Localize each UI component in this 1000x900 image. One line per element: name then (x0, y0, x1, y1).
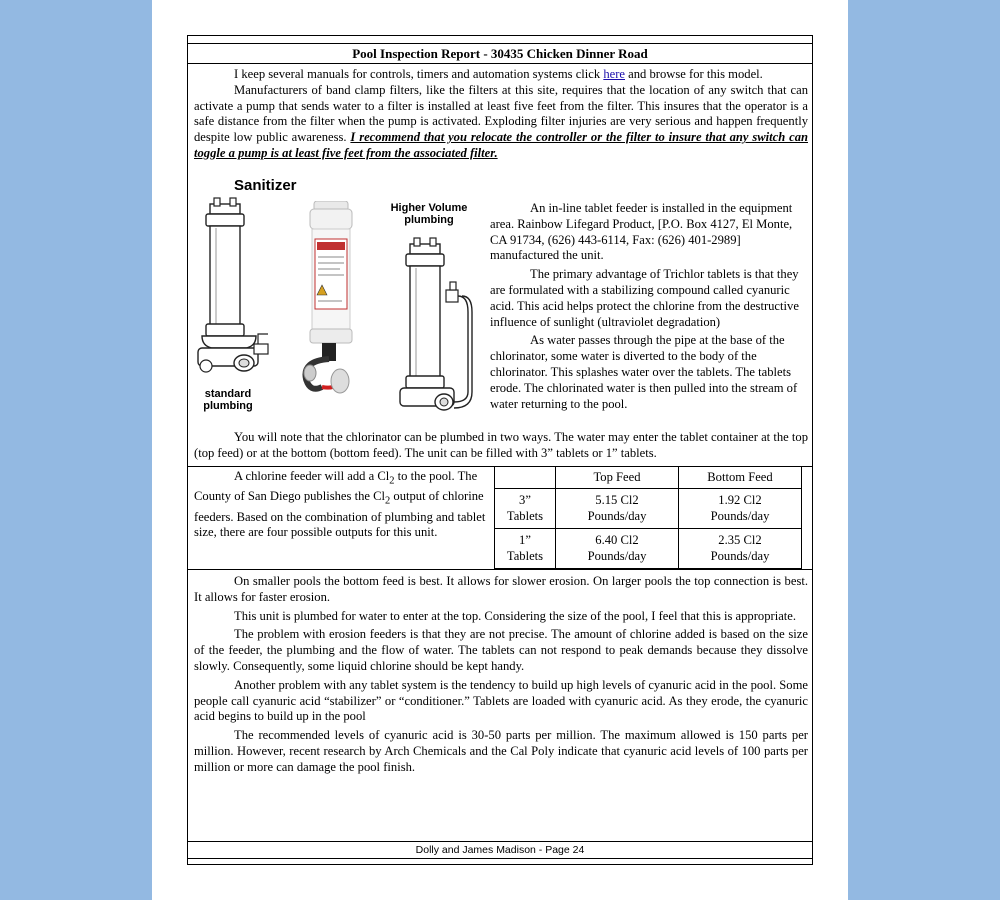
feed-sub-1: 2 (389, 475, 395, 487)
table-cell-top-feed: 5.15 Cl2 Pounds/day (556, 489, 679, 529)
closing-paragraph-3: The problem with erosion feeders is that they are not precise. The amount of chlorine added is based on the size of the feeder, the plumbing and the flow of water. The tablets can not respond to peak demands because they dissolve slowly. Consequently, some liquid chlorine should be kept handy. (194, 627, 808, 673)
plumbing-note-block (194, 430, 808, 462)
sanitizer-paragraph-1: An in-line tablet feeder is installed in the equipment area. Rainbow Lifegard Product, [P.O. Box 4127, El Monte, CA 91734, (626) 443-6114, Fax: (626) 401-2989] manufactured the unit. (490, 201, 793, 263)
sanitizer-paragraph-3: As water passes through the pipe at the base of the chlorinator, some water is diverted to the body of the chlorinator. This splashes water over the tablets. The tablets erode. The chlorinated water is then pulled into the stream of water returning to the pool. (490, 333, 798, 411)
feed-text-1: A chlorine feeder will add a Cl (234, 469, 390, 483)
table-row-label: 1” Tablets (495, 529, 556, 569)
table-cell-top-feed: 6.40 Cl2 Pounds/day (556, 529, 679, 569)
closing-paragraph-4: Another problem with any tablet system is the tendency to build up high levels of cyanuric acid in the pool. Some people call cyanuric acid “stabilizer” or “conditioner.” Tablets are loaded with cyanuric acid. As they erode, the cyanuric acid begins to build up in the pool (194, 677, 808, 724)
table-cell-bottom-feed: 2.35 Cl2 Pounds/day (679, 529, 802, 569)
intro-p1-tail: and browse for this model. (625, 67, 763, 81)
closing-paragraph-5: The recommended levels of cyanuric acid is 30-50 parts per million. The maximum allowed is 150 parts per million. However, recent research by Arch Chemicals and the Cal Poly indicate that cyanuric acid levels of 100 parts per million or more can damage the pool finish. (194, 728, 808, 774)
intro-paragraph-1 (194, 67, 808, 83)
intro-paragraph-2 (194, 83, 808, 162)
table-header-row (495, 467, 802, 489)
closing-paragraph-1: On smaller pools the bottom feed is best. It allows for slower erosion. On larger pools the top connection is best. It allows for faster erosion. (194, 574, 808, 604)
report-frame (187, 35, 813, 865)
recommendation-text: I recommend that you relocate the controller or the filter to insure that any switch can toggle a pump is at least five feet from the associated filter. (194, 130, 808, 160)
chlorine-output-section (188, 466, 812, 570)
sanitizer-paragraph-2: The primary advantage of Trichlor tablets is that they are formulated with a stabilizing compound called cyanuric acid. This acid helps protect the chlorine from the destructive influence of sunlight (ultraviolet degradation) (490, 267, 799, 329)
report-title: Pool Inspection Report - 30435 Chicken Dinner Road (188, 43, 812, 64)
chlorine-output-text (194, 469, 490, 541)
chlorine-output-table (494, 466, 802, 569)
feed-sub-2: 2 (385, 495, 391, 507)
chlorinator-photo (292, 201, 370, 396)
intro-text (194, 67, 808, 162)
table-row (495, 489, 802, 529)
plumbing-note: You will note that the chlorinator can be plumbed in two ways. The water may enter the tablet container at the top (top feed) or at the bottom (bottom feed). The unit can be filled with 3” tablets or 1” tablets. (194, 430, 808, 460)
table-header-bottom-feed: Bottom Feed (679, 467, 802, 489)
table-row (495, 529, 802, 569)
standard-plumbing-label: standard plumbing (203, 388, 253, 412)
page-footer: Dolly and James Madison - Page 24 (188, 841, 812, 859)
feed-text-3: output of chlorine feeders. Based on the combination of plumbing and tablet size, there are four possible outputs for this unit. (194, 489, 486, 540)
standard-chlorinator-image (196, 196, 276, 392)
table-header-empty (495, 467, 556, 489)
sanitizer-heading: Sanitizer (234, 177, 297, 194)
table-row-label: 3” Tablets (495, 489, 556, 529)
intro-p1-text: I keep several manuals for controls, timers and automation systems click (234, 67, 604, 81)
closing-paragraph-2: This unit is plumbed for water to enter at the top. Considering the size of the pool, I feel that this is appropriate. (234, 608, 797, 623)
higher-volume-label: Higher Volume plumbing (390, 202, 468, 226)
manuals-link[interactable]: here (603, 67, 625, 81)
closing-text (194, 574, 808, 776)
higher-volume-chlorinator-image (396, 232, 486, 420)
feed-text-2: to the pool. The County of San Diego publishes the Cl (194, 469, 478, 504)
table-cell-bottom-feed: 1.92 Cl2 Pounds/day (679, 489, 802, 529)
table-header-top-feed: Top Feed (556, 467, 679, 489)
intro-p2-text: Manufacturers of band clamp filters, like the filters at this site, requires that the location of any switch that can activate a pump that sends water to a filter is installed at least five feet from the filter. This insures that the operator is a safe distance from the filter when the pump is activated. Exploding filter injuries are very serious and happen frequently despite low public awareness. (194, 82, 808, 145)
document-page (152, 0, 848, 900)
sanitizer-description (490, 201, 808, 412)
